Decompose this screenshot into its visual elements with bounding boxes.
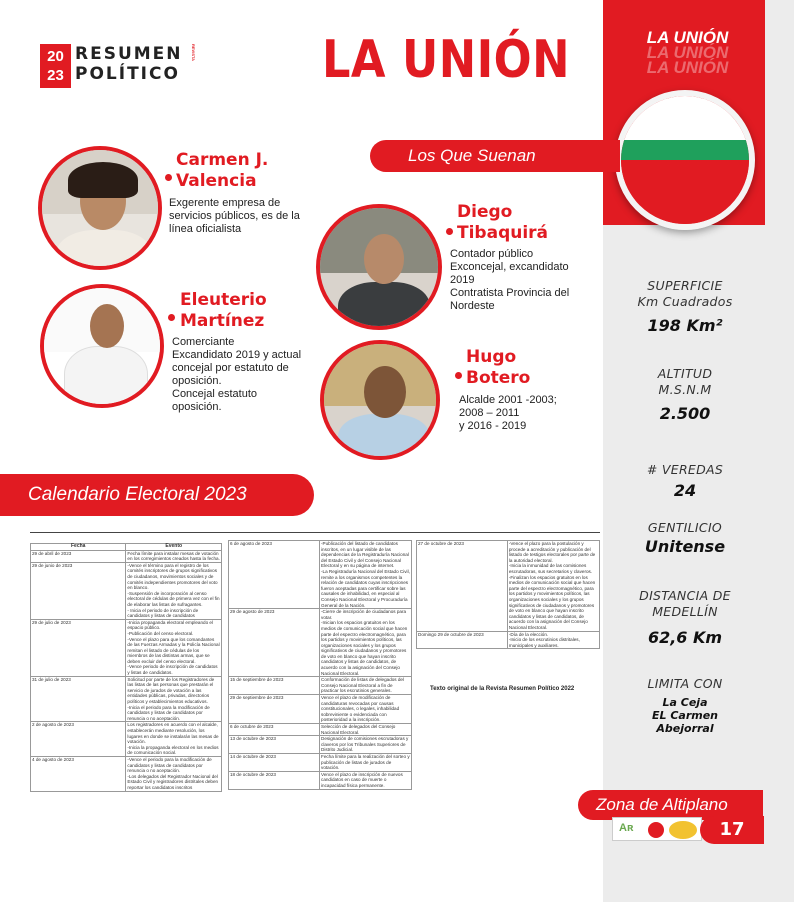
event-description: Los registradores en acuerdo con el alcalde, establecerán mediante resolución, los lugares en donde se instalarán las mesas de votación. -Inicia la propaganda electoral en los medios de comunicación social. — [126, 722, 222, 757]
sidebar-title-echo: LA UNIÓN — [646, 58, 729, 77]
stat-distance — [610, 588, 760, 647]
stat-value: Unitense — [644, 537, 726, 556]
event-date: 4 de agosto de 2023 — [31, 756, 126, 791]
calendar-table-2 — [228, 540, 412, 790]
event-description: -Inicia propaganda electoral empleando el espacio público. -Publicación del censo electoral. -Vence el plazo para que los comandantes de las Fuerzas Armadas y la Policía Nacional remitan el listado de cédulas de los miembros de las distintas armas, que se deben excluir del censo electoral. -Vence periodo de inscripción de candidatos y listas de candidatos. — [127, 619, 220, 676]
table-row — [417, 541, 600, 632]
logo-name-line1: RESUMEN — [75, 44, 183, 64]
sponsor-logo-icon — [669, 821, 697, 839]
stat-value: 198 Km² — [647, 316, 723, 335]
candidate-name: Carmen J. Valencia — [176, 150, 269, 191]
stat-veredas — [610, 462, 760, 500]
event-description: -Cierre de inscripción de ciudadanos para votar. -Inician los espacios gratuitos en los medios de comunicación social que hacen parte del espectro electromagnético, para los partidos y movimientos políticos, las organizaciones sociales y los grupos significativos de ciudadanos y promotores de voto en blanco que hayan inscrito candidatos y listas de candidatos, de acuerdo con la asignación del Consejo Nacional Electoral. — [320, 609, 412, 677]
logo-name — [75, 44, 185, 84]
event-description: -Vence el periodo para la modificación de candidatos y listas de candidatos por renuncia o no aceptación. -Los delegados del Registrador Nacional del Estado Civil y registradores distritales deben reportar los candidatos inscritos — [126, 756, 222, 791]
divider — [30, 532, 600, 533]
table-row — [31, 550, 222, 562]
event-description: Vence el plazo de modificación de candidaturas revocadas por causas constitucionales, o legales, inhabilidad sobreviniente o evidenciada con posterioridad a la inscripción. — [320, 695, 412, 724]
table-row — [417, 631, 600, 649]
event-date: 29 de junio de 2023 — [31, 562, 126, 619]
table-row — [229, 541, 412, 609]
event-description: Vence el plazo de inscripción de nuevos candidatos en caso de muerte o incapacidad física permanente. — [320, 771, 412, 789]
stat-value: 24 — [673, 481, 697, 500]
bullet-dot — [455, 372, 462, 379]
table-row — [31, 619, 222, 676]
bullet-dot — [165, 174, 172, 181]
event-date: 6 de octubre de 2023 — [229, 724, 320, 736]
event-description: -Vence el plazo para la postulación y procede a acreditación y publicación del listado de testigos electorales por parte de la autoridad electoral. -Inicia la inmunidad de las comisiones escrutadoras, sus secretarios y claveros. -Finalizan los espacios gratuitos en los medios de comunicación social que hacen parte del espectro electromagnético, para los partidos y movimientos políticos, las organizaciones sociales y los grupos significativos de ciudadanos y promotores de voto en blanco que hayan inscrito candidatos y listas de candidatos, de acuerdo con la asignación del Consejo Nacional Electoral. — [507, 541, 599, 632]
event-date: 15 de septiembre de 2023 — [229, 677, 320, 695]
sponsor-logo-icon: Aʀ — [619, 822, 634, 834]
table-row — [229, 771, 412, 789]
table-row — [31, 562, 222, 619]
event-date: 31 de julio de 2023 — [31, 676, 126, 722]
calendar-table-3 — [416, 540, 600, 649]
event-description: Fecha límite para la realización del sorteo y publicación de listas de jurados de votación. — [321, 753, 410, 771]
table-row — [229, 724, 412, 736]
candidate-photo-eleuterio — [40, 284, 164, 408]
event-description: Selección de delegados del Consejo Nacional Electoral. — [320, 724, 412, 736]
logo-side-text: REVISTA — [191, 44, 196, 62]
event-description: -Publicación del listado de candidatos inscritos, en un lugar visible de las dependencias de la Registraduría Nacional del Estado Civil y del Consejo Nacional Electoral y en su página de internet. -La Registraduría Nacional del Estado Civil, remite a los organismos competentes la relación de candidatos cuyas inscripciones fueron aceptadas para certificar sobre las causales de inhabilidad, en especial al Consejo Nacional Electoral y Procuraduría General de la Nación. — [321, 541, 410, 608]
logo-year-top: 20 — [47, 48, 64, 65]
event-date: 2 de agosto de 2023 — [31, 722, 126, 757]
sidebar-title-text: LA UNIÓN — [646, 28, 729, 47]
stat-label: DISTANCIA DE MEDELLÍN — [639, 588, 731, 619]
table-row — [229, 677, 412, 695]
stat-label: GENTILICIO — [647, 520, 723, 535]
event-date: 13 de octubre de 2023 — [229, 736, 320, 754]
sponsor-logos — [612, 817, 702, 841]
page-number: 17 — [700, 816, 764, 844]
candidate-name: Hugo Botero — [466, 347, 531, 388]
event-description: Fecha límite para instalar mesas de votación en los corregimientos creados hasta la fecha. — [127, 550, 220, 562]
candidate-name: Diego Tibaquirá — [457, 202, 549, 243]
sidebar-title-echo: LA UNIÓN — [646, 43, 729, 62]
event-date: 18 de octubre de 2023 — [229, 771, 320, 789]
event-date: 29 de abril de 2023 — [31, 550, 126, 562]
stat-label: ALTITUD M.S.N.M — [657, 366, 713, 397]
stat-gentilicio — [610, 520, 760, 556]
sponsor-logo-icon — [648, 822, 664, 838]
calendar-table-1 — [30, 543, 222, 792]
bullet-dot — [446, 228, 453, 235]
column-header-date: Fecha — [31, 544, 126, 551]
stat-label: SUPERFICIE Km Cuadrados — [637, 278, 733, 309]
stat-label: LIMITA CON — [647, 676, 723, 691]
table-row — [31, 756, 222, 791]
municipality-flag — [615, 90, 755, 230]
candidate-description: Exgerente empresa de servicios públicos, es de la línea oficialista — [169, 197, 300, 235]
event-date: 27 de octubre de 2023 — [417, 541, 508, 632]
candidate-description: Comerciante Excandidato 2019 y actual concejal por estatuto de oposición. Concejal estatuto oposición. — [172, 336, 302, 413]
event-date: 29 de septiembre de 2023 — [229, 695, 320, 724]
candidate-photo-diego — [316, 204, 442, 330]
table-row — [31, 676, 222, 722]
candidate-description: Alcalde 2001 -2003; 2008 – 2011 y 2016 - 2019 — [459, 394, 557, 432]
candidate-photo-hugo — [320, 340, 440, 460]
stat-value: 62,6 Km — [647, 628, 723, 647]
table-row — [229, 753, 412, 771]
event-description: -Vence el término para el registro de los comités inscriptores de grupos significativos de ciudadanos, movimientos sociales y de comités independientes promotores del voto en blanco. -Suspensión de incorporación al censo electoral de cédulas de primera vez con el fin de elaborar las listas de sufragantes. - Inicia el periodo de inscripción de candidatos y listas de candidatos — [127, 562, 220, 619]
table-row — [229, 609, 412, 677]
event-description: -Día de la elección. -Inicio de los escrutinios distritales, municipales y auxiliares. — [507, 631, 599, 649]
column-header-event: Evento — [126, 544, 222, 551]
event-date: 6 de agosto de 2023 — [229, 541, 320, 609]
event-description: Designación de comisiones escrutadoras y claveros por los Tribunales Superiores de Distrito Judicial. — [320, 736, 412, 754]
stat-label: # VEREDAS — [646, 462, 724, 477]
sidebar-title — [610, 30, 765, 75]
event-description: Solicitud por parte de los Registradores de las listas de las personas que prestarán el servicio de jurados de votación a las entidades públicas, privadas, directorios políticos y establecimientos educativos. -Inicia el periodo para la modificación de candidatos y listas de candidatos por renuncia o no aceptación. — [126, 676, 222, 722]
stat-altitude — [610, 366, 760, 423]
event-date: Domingo 29 de octubre de 2023 — [417, 631, 508, 649]
logo-name-line2: POLÍTICO — [75, 64, 180, 84]
event-date: 14 de octubre de 2023 — [229, 753, 320, 771]
stat-limits — [610, 676, 760, 735]
source-credit: Texto original de la Revista Resumen Político 2022 — [430, 686, 575, 692]
table-row — [229, 695, 412, 724]
stat-surface — [610, 278, 760, 335]
event-date: 29 de julio de 2023 — [31, 619, 126, 676]
candidate-name: Eleuterio Martínez — [180, 290, 267, 331]
zone-label: Zona de Altiplano — [578, 790, 763, 820]
candidate-photo-carmen — [38, 146, 162, 270]
stat-value: 2.500 — [659, 404, 711, 423]
table-row — [229, 736, 412, 754]
bullet-dot — [168, 314, 175, 321]
event-description: Conformación de listas de delegados del Consejo Nacional Electoral a fin de practicar los escrutinios generales. — [320, 677, 412, 695]
table-row — [31, 722, 222, 757]
page-title: LA UNIÓN — [322, 30, 570, 90]
stat-value: La Ceja EL Carmen Abejorral — [651, 696, 719, 735]
logo-year-bottom: 23 — [47, 67, 64, 84]
calendar-title: Calendario Electoral 2023 — [0, 474, 314, 516]
candidate-description: Contador público Exconcejal, excandidato 2019 Contratista Provincia del Nordeste — [450, 248, 570, 312]
event-date: 29 de agosto de 2023 — [229, 609, 320, 677]
page-subtitle: Los Que Suenan — [370, 140, 620, 172]
logo-year — [40, 44, 71, 88]
